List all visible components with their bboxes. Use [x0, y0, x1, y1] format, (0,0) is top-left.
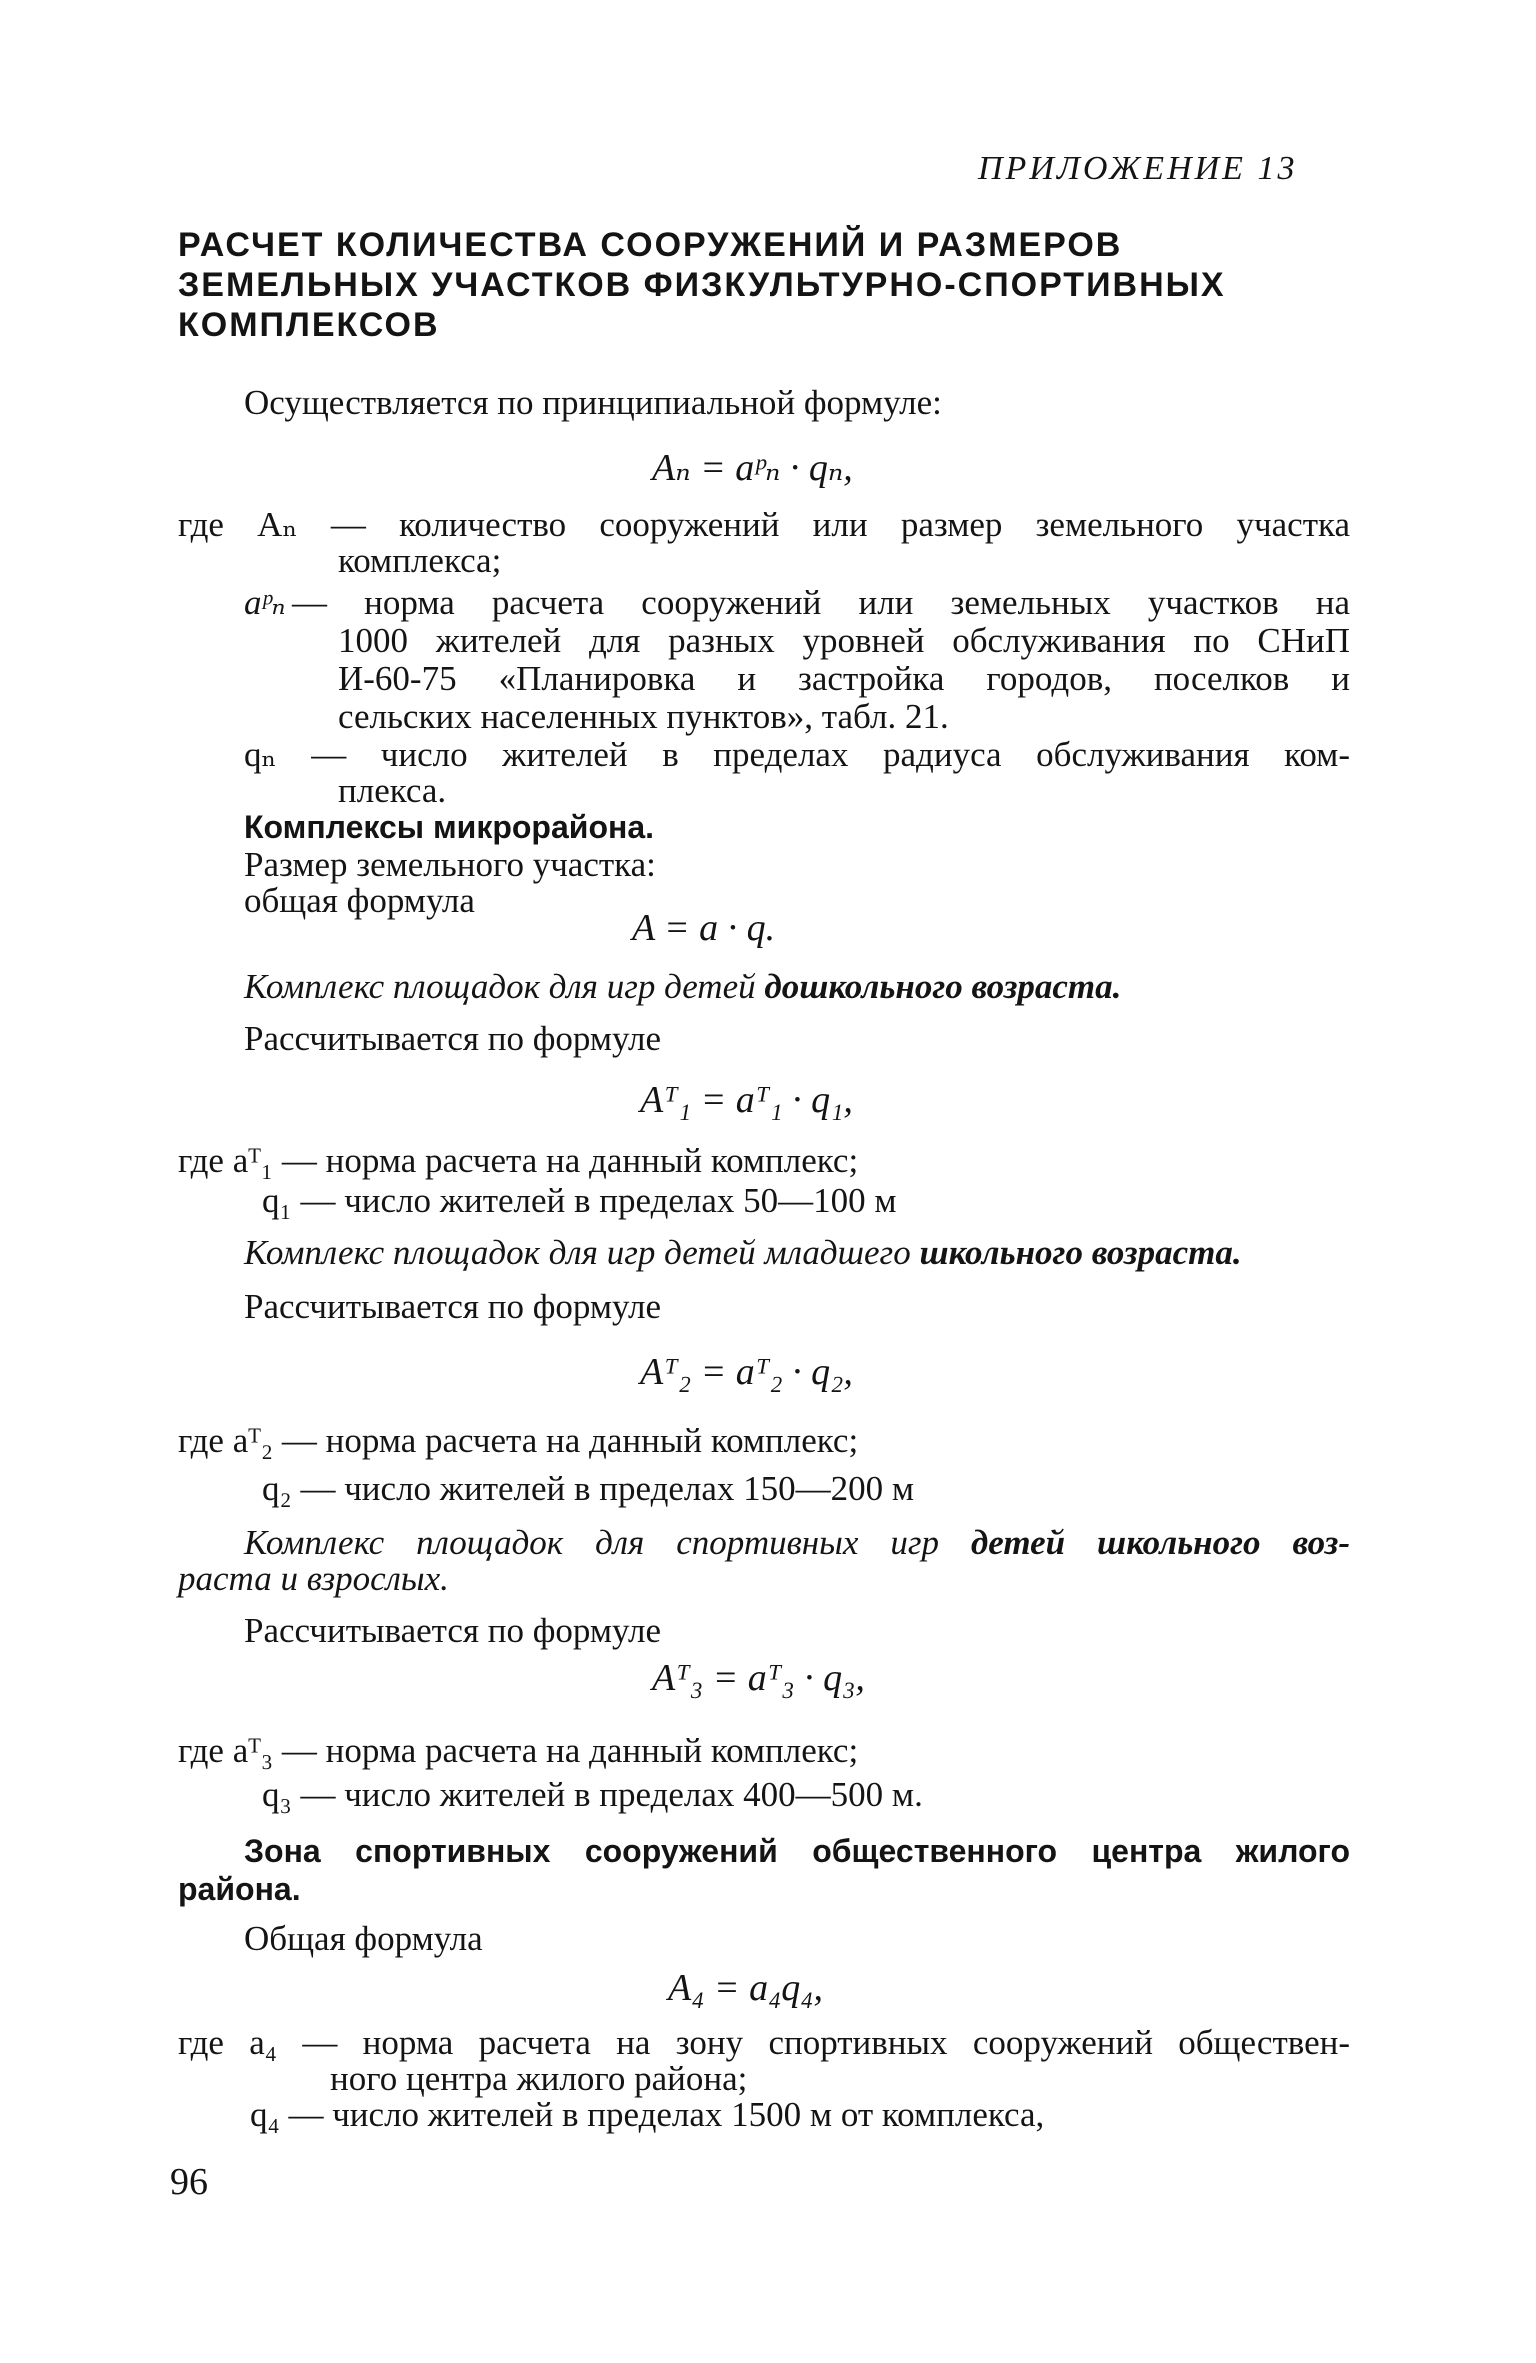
title-line-1: РАСЧЕТ КОЛИЧЕСТВА СООРУЖЕНИЙ И РАЗМЕРОВ [178, 226, 1123, 264]
def-ap-line-1: — норма расчета сооружений или земельных участков на [292, 583, 1350, 622]
complex2-formula: Aᵀ₂ = aᵀ₂ · q₂, [640, 1351, 853, 1393]
complex3-title-line-2: раста и взрослых. [178, 1559, 449, 1598]
zone-formula: A₄ = a₄q₄, [668, 1967, 823, 2009]
complex1-def-1: где aᵀ₁ — норма расчета на данный комплекс; [178, 1141, 859, 1180]
def-qn-line-2: плекса. [338, 771, 447, 810]
title-line-2: ЗЕМЕЛЬНЫХ УЧАСТКОВ ФИЗКУЛЬТУРНО-СПОРТИВНЫХ [178, 266, 1226, 304]
complex2-def-1: где aᵀ₂ — норма расчета на данный комплекс; [178, 1421, 859, 1460]
complex1-formula: Aᵀ₁ = aᵀ₁ · q₁, [640, 1079, 853, 1121]
complex3-def-1: где aᵀ₃ — норма расчета на данный комплекс; [178, 1731, 859, 1770]
complex2-title [244, 1234, 1242, 1272]
complex2-title-bold: школьного возраста. [919, 1233, 1242, 1272]
page-number: 96 [170, 2161, 208, 2203]
zone-def-1-line-1: где a₄ — норма расчета на зону спортивных сооружений обществен- [178, 2023, 1350, 2062]
complex3-title-bold: детей школьного воз- [970, 1523, 1350, 1562]
complex1-calc: Рассчитывается по формуле [244, 1019, 661, 1058]
title-line-3: КОМПЛЕКСОВ [178, 306, 440, 344]
complex3-title-regular: Комплекс площадок для спортивных игр [244, 1523, 971, 1562]
complex1-title [244, 968, 1121, 1006]
micro-formula: A = a · q. [632, 907, 776, 949]
appendix-label: ПРИЛОЖЕНИЕ 13 [978, 150, 1298, 187]
complex2-def-2: q₂ — число жителей в пределах 150—200 м [262, 1469, 915, 1508]
def-ap-line-3: И-60-75 «Планировка и застройка городов, поселков и [338, 659, 1350, 698]
complex1-title-bold: дошкольного возраста. [764, 967, 1122, 1006]
def-an-line-1: где Aₙ — количество сооружений или размер земельного участка [178, 505, 1350, 544]
micro-heading: Комплексы микрорайона. [244, 809, 654, 845]
intro-text: Осуществляется по принципиальной формуле: [244, 383, 942, 422]
complex3-formula: Aᵀ₃ = aᵀ₃ · q₃, [652, 1657, 865, 1699]
zone-def-1-line-2: ного центра жилого района; [330, 2059, 748, 2098]
micro-general-formula-label: общая формула [244, 881, 475, 920]
complex2-title-regular: Комплекс площадок для игр детей младшего [244, 1233, 920, 1272]
zone-def-2: q₄ — число жителей в пределах 1500 м от комплекса, [250, 2095, 1045, 2134]
complex2-calc: Рассчитывается по формуле [244, 1287, 661, 1326]
zone-heading-line-2: района. [178, 1871, 301, 1907]
def-ap-line-4: сельских населенных пунктов», табл. 21. [338, 697, 949, 736]
complex3-title [244, 1524, 1350, 1562]
complex3-calc: Рассчитывается по формуле [244, 1611, 661, 1650]
zone-heading-line-1: Зона спортивных сооружений общественного центра жилого [244, 1833, 1350, 1869]
def-an-line-2: комплекса; [338, 541, 502, 580]
complex1-title-regular: Комплекс площадок для игр детей [244, 967, 765, 1006]
zone-general-label: Общая формула [244, 1919, 483, 1958]
def-qn-line-1: qₙ — число жителей в пределах радиуса обслуживания ком- [244, 735, 1350, 774]
def-ap-line-2: 1000 жителей для разных уровней обслуживания по СНиП [338, 621, 1350, 660]
formula-main: Aₙ = aᵖₙ · qₙ, [652, 447, 853, 489]
micro-size-label: Размер земельного участка: [244, 845, 656, 884]
def-ap-symbol: aᵖₙ [244, 583, 286, 622]
complex3-def-2: q₃ — число жителей в пределах 400—500 м. [262, 1775, 923, 1814]
complex1-def-2: q₁ — число жителей в пределах 50—100 м [262, 1181, 897, 1220]
